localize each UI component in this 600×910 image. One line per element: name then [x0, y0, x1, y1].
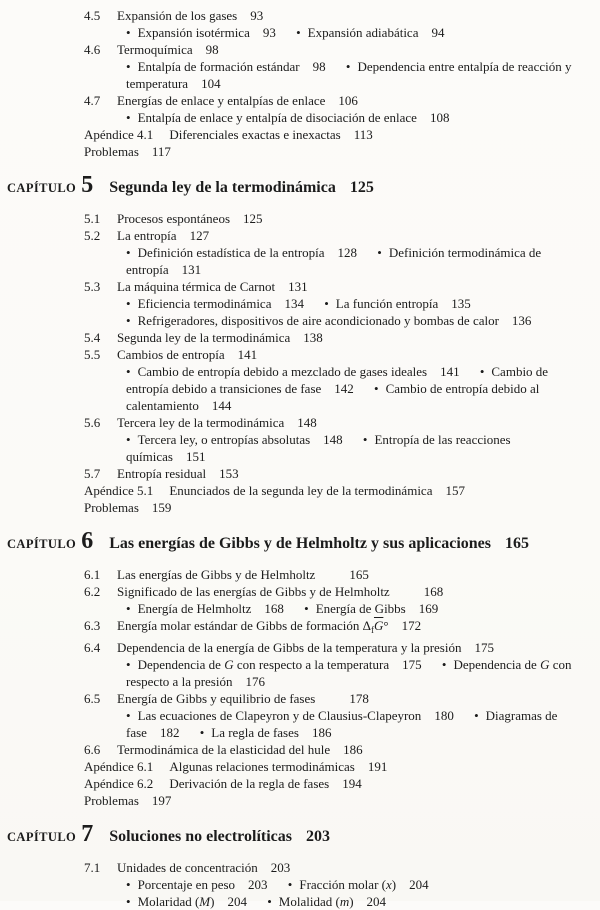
entry-number: 7.1 — [84, 860, 101, 875]
bullet-group — [126, 312, 578, 329]
text-run: Definición estadística de la entropía — [137, 245, 325, 260]
text-run: Δ — [362, 618, 371, 633]
text-run: ) — [210, 894, 215, 909]
text-run: Energía de Gibbs — [315, 601, 406, 616]
bullet-icon: • — [345, 59, 351, 74]
bullet-icon: • — [126, 245, 131, 260]
text-run: $\overline{G}$ — [373, 618, 384, 633]
entry-page-number: 168 — [423, 584, 444, 599]
chapter-heading — [0, 821, 600, 850]
text-run: La regla de fases — [211, 725, 299, 740]
text-run: Diagramas de fase — [126, 708, 558, 740]
bullet-page-number: 128 — [337, 245, 358, 260]
bullet-icon: • — [377, 245, 382, 260]
bullet-group — [126, 58, 578, 92]
bullet-page-number: 136 — [511, 313, 532, 328]
appendix-entry — [0, 126, 600, 143]
entry-page-number: 153 — [219, 466, 239, 481]
appendix-entry — [0, 775, 600, 792]
text-run: Fracción molar ( — [299, 877, 386, 892]
chapter-number: 5 — [81, 172, 94, 198]
bullet-item — [126, 708, 454, 723]
bullet-page-number: 168 — [264, 601, 284, 616]
text-run: con respecto a la temperatura — [233, 657, 390, 672]
chapter-title: Soluciones no electrolíticas — [109, 828, 292, 845]
appendix-label: Apéndice 6.1 — [84, 759, 154, 774]
bullet-group — [126, 893, 578, 910]
text-run: Definición termodinámica de entropía — [126, 245, 542, 277]
text-run: Termoquímica — [117, 42, 193, 57]
bullet-page-number: 186 — [311, 725, 332, 740]
bullet-page-number: 93 — [262, 25, 276, 40]
bullet-title — [138, 59, 300, 74]
entry-number: 6.4 — [84, 640, 101, 655]
entry-page-number: 186 — [343, 742, 363, 757]
bullet-title — [336, 296, 439, 311]
bullet-title — [138, 894, 215, 909]
text-run: ° — [383, 618, 389, 633]
chapter-title: Las energías de Gibbs y de Helmholtz y sus aplicaciones — [109, 535, 491, 552]
appendix-title: Algunas relaciones termodinámicas — [169, 759, 355, 774]
entry-number: 5.2 — [84, 228, 101, 243]
bullet-title — [308, 25, 419, 40]
entry-page-number: 178 — [349, 691, 369, 706]
bullet-item — [267, 894, 386, 909]
bullet-icon: • — [296, 25, 301, 40]
entry-title — [117, 211, 230, 226]
text-run: f — [370, 625, 374, 635]
text-run: Cambio de entropía debido a transiciones de fase — [126, 364, 549, 396]
problems-label: Problemas — [84, 144, 139, 159]
bullet-item — [324, 296, 471, 311]
text-run: Tercera ley, o entropías absolutas — [137, 432, 311, 447]
entry-title — [117, 584, 390, 599]
bullet-item — [126, 432, 343, 447]
entry-number: 5.1 — [84, 211, 101, 226]
bullet-icon: • — [441, 657, 447, 672]
bullet-page-number: 180 — [434, 708, 454, 723]
bullet-item — [126, 110, 449, 125]
chapter-heading — [0, 172, 600, 201]
bullet-icon: • — [374, 381, 379, 396]
bullet-group — [126, 109, 578, 126]
text-run: Entalpía de formación estándar — [137, 59, 300, 74]
bullet-title — [138, 877, 235, 892]
entry-title — [117, 347, 225, 362]
entry-title — [117, 466, 206, 481]
appendix-entry — [0, 758, 600, 775]
entry-number: 4.6 — [84, 42, 101, 57]
entry-page-number: 165 — [349, 567, 369, 582]
bullet-title — [138, 245, 325, 260]
bullet-group — [126, 295, 578, 312]
toc-entry — [0, 329, 600, 346]
bullet-item — [126, 245, 357, 260]
entry-title — [117, 691, 315, 706]
bullet-page-number: 175 — [402, 657, 422, 672]
chapter-page-number: 165 — [504, 535, 529, 552]
bullet-title — [299, 877, 396, 892]
entry-page-number: 113 — [353, 127, 373, 142]
problems-label: Problemas — [84, 793, 139, 808]
entry-number: 4.7 — [84, 93, 101, 108]
text-run: Dependencia entre entalpía de reacción y temperatura — [126, 59, 572, 91]
bullet-item — [126, 25, 276, 40]
entry-number: 6.5 — [84, 691, 101, 706]
entry-page-number: 106 — [338, 93, 358, 108]
bullet-page-number: 182 — [159, 725, 180, 740]
text-run: Unidades de concentración — [117, 860, 258, 875]
entry-page-number: 194 — [342, 776, 362, 791]
bullet-icon: • — [126, 313, 131, 328]
toc-entry — [0, 227, 600, 244]
entry-number: 6.2 — [84, 584, 101, 599]
text-run: Segunda ley de la termodinámica — [117, 330, 291, 345]
bullet-item — [304, 601, 438, 616]
entry-number: 5.5 — [84, 347, 101, 362]
text-run: Entalpía de enlace y entalpía de disociación de enlace — [137, 110, 417, 125]
bullet-icon: • — [126, 296, 131, 311]
problems-entry — [0, 792, 600, 809]
bullet-group — [126, 600, 578, 617]
bullet-icon: • — [126, 708, 131, 723]
bullet-icon: • — [126, 110, 131, 125]
appendix-title: Diferenciales exactas e inexactas — [169, 127, 341, 142]
text-run: Molalidad ( — [278, 894, 340, 909]
entry-title — [117, 415, 284, 430]
bullet-icon: • — [126, 364, 131, 379]
toc-entry — [0, 465, 600, 482]
text-run: ) — [391, 877, 397, 892]
bullet-item — [126, 601, 284, 616]
bullet-page-number: 108 — [429, 110, 450, 125]
bullet-icon: • — [126, 877, 131, 892]
text-run: Refrigeradores, dispositivos de aire acondicionado y bombas de calor — [137, 313, 499, 328]
bullet-page-number: 135 — [451, 296, 471, 311]
chapter-number: 6 — [81, 528, 94, 554]
text-run: M — [199, 894, 211, 909]
toc-entry — [0, 639, 600, 656]
entry-page-number: 125 — [243, 211, 263, 226]
entry-number: 5.6 — [84, 415, 101, 430]
entry-title — [117, 330, 290, 345]
bullet-icon: • — [126, 601, 131, 616]
text-run: Cambio de entropía debido a mezclado de gases ideales — [137, 364, 428, 379]
bullet-icon: • — [126, 657, 131, 672]
entry-number: 6.3 — [84, 618, 101, 633]
appendix-label: Apéndice 6.2 — [84, 776, 154, 791]
bullet-item — [200, 725, 332, 740]
entry-page-number: 127 — [189, 228, 210, 243]
toc-entry — [0, 210, 600, 227]
text-run: Tercera ley de la termodinámica — [117, 415, 285, 430]
chapter-label: CAPÍTULO — [7, 830, 77, 844]
toc-entry — [0, 741, 600, 758]
entry-page-number: 203 — [270, 860, 291, 875]
toc-entry — [0, 690, 600, 707]
bullet-page-number: 94 — [431, 25, 445, 40]
problems-entry — [0, 143, 600, 160]
bullet-page-number: 134 — [284, 296, 304, 311]
text-run: Dependencia de la energía de Gibbs de la temperatura y la presión — [117, 640, 462, 655]
text-run: Expansión de los gases — [117, 8, 238, 23]
entry-page-number: 159 — [151, 500, 172, 515]
text-run: Dependencia de — [137, 657, 225, 672]
bullet-page-number: 204 — [366, 894, 387, 909]
bullet-page-number: 204 — [227, 894, 247, 909]
toc-entry — [0, 859, 600, 876]
text-run: G — [540, 657, 550, 672]
text-run: Entropía de las reacciones químicas — [126, 432, 511, 464]
text-run: m — [339, 894, 350, 909]
entry-page-number: 138 — [303, 330, 323, 345]
text-run: Energía de Helmholtz — [137, 601, 252, 616]
bullet-group — [126, 707, 578, 741]
text-run: Energía de Gibbs y equilibrio de fases — [117, 691, 316, 706]
entry-page-number: 175 — [474, 640, 494, 655]
entry-title — [117, 279, 275, 294]
appendix-label: Apéndice 5.1 — [84, 483, 154, 498]
bullet-group — [126, 24, 578, 41]
appendix-title: Derivación de la regla de fases — [169, 776, 330, 791]
bullet-page-number: 131 — [181, 262, 202, 277]
entry-page-number: 148 — [297, 415, 317, 430]
entry-title — [117, 640, 461, 655]
toc-entry — [0, 414, 600, 431]
bullet-title — [138, 432, 311, 447]
toc-entry — [0, 583, 600, 600]
bullet-group — [126, 431, 578, 465]
appendix-label: Apéndice 4.1 — [84, 127, 154, 142]
text-run: Molaridad ( — [137, 894, 200, 909]
bullet-item — [126, 657, 422, 672]
bullet-page-number: 141 — [440, 364, 460, 379]
bullet-group — [126, 656, 578, 690]
bullet-page-number: 203 — [248, 877, 268, 892]
entry-page-number: 157 — [445, 483, 465, 498]
problems-label: Problemas — [84, 500, 139, 515]
text-run: La entropía — [117, 228, 177, 243]
chapter-page-number: 203 — [305, 828, 330, 845]
bullet-page-number: 142 — [334, 381, 354, 396]
entry-title — [117, 228, 177, 243]
text-run: Expansión adiabática — [307, 25, 419, 40]
text-run: Termodinámica de la elasticidad del hule — [117, 742, 331, 757]
toc-entry — [0, 617, 600, 639]
bullet-title — [279, 894, 354, 909]
entry-page-number: 197 — [151, 793, 172, 808]
bullet-item — [126, 364, 460, 379]
bullet-icon: • — [126, 25, 131, 40]
problems-entry — [0, 499, 600, 516]
entry-page-number: 131 — [288, 279, 308, 294]
text-run: Significado de las energías de Gibbs y de Helmholtz — [117, 584, 390, 599]
bullet-title — [138, 296, 272, 311]
text-run: x — [385, 877, 392, 892]
bullet-icon: • — [126, 432, 131, 447]
bullet-icon: • — [362, 432, 368, 447]
entry-page-number: 117 — [151, 144, 171, 159]
bullet-page-number: 176 — [245, 674, 265, 689]
bullet-item — [126, 313, 531, 328]
toc-entry — [0, 278, 600, 295]
entry-page-number: 191 — [367, 759, 388, 774]
chapter-title: Segunda ley de la termodinámica — [109, 179, 336, 196]
entry-title — [117, 8, 237, 23]
bullet-item — [126, 894, 247, 909]
bullet-group — [126, 876, 578, 893]
toc-entry — [0, 41, 600, 58]
chapter-label: CAPÍTULO — [7, 181, 77, 195]
text-run: Entropía residual — [117, 466, 207, 481]
bullet-icon: • — [304, 601, 309, 616]
bullet-page-number: 104 — [201, 76, 221, 91]
text-run: Eficiencia termodinámica — [137, 296, 272, 311]
bullet-item — [126, 296, 304, 311]
entry-number: 5.3 — [84, 279, 101, 294]
text-run: Energía molar estándar de Gibbs de formación — [117, 618, 363, 633]
bullet-group — [126, 363, 578, 414]
text-run: ) — [349, 894, 354, 909]
text-run: Cambios de entropía — [117, 347, 225, 362]
bullet-title — [138, 25, 250, 40]
entry-page-number: 98 — [205, 42, 219, 57]
entry-title — [117, 42, 193, 57]
appendix-title: Enunciados de la segunda ley de la termodinámica — [169, 483, 433, 498]
appendix-entry — [0, 482, 600, 499]
entry-number: 4.5 — [84, 8, 101, 23]
text-run: Cambio de entropía debido al calentamiento — [126, 381, 540, 413]
text-run: Procesos espontáneos — [117, 211, 231, 226]
bullet-title — [316, 601, 406, 616]
chapter-heading — [0, 528, 600, 557]
text-run: G — [224, 657, 234, 672]
entry-page-number: 141 — [237, 347, 258, 362]
entry-page-number: 172 — [401, 618, 422, 633]
text-run: Porcentaje en peso — [137, 877, 236, 892]
toc-entry — [0, 346, 600, 363]
bullet-icon: • — [479, 364, 485, 379]
entry-number: 5.4 — [84, 330, 101, 345]
bullet-icon: • — [199, 725, 205, 740]
bullet-page-number: 98 — [312, 59, 326, 74]
bullet-item — [126, 59, 326, 74]
bullet-title — [138, 657, 390, 672]
bullet-page-number: 148 — [323, 432, 343, 447]
text-run: con respecto a la presión — [126, 657, 572, 689]
entry-title — [117, 93, 325, 108]
bullet-title — [138, 364, 428, 379]
bullet-page-number: 151 — [185, 449, 206, 464]
bullet-page-number: 169 — [418, 601, 439, 616]
bullet-item — [296, 25, 444, 40]
bullet-icon: • — [126, 59, 131, 74]
text-run: Dependencia de — [453, 657, 541, 672]
toc-entry — [0, 92, 600, 109]
entry-number: 5.7 — [84, 466, 101, 481]
text-run: La máquina térmica de Carnot — [117, 279, 276, 294]
entry-number: 6.6 — [84, 742, 101, 757]
entry-title — [117, 742, 330, 757]
bullet-title — [138, 601, 252, 616]
bullet-icon: • — [474, 708, 479, 723]
bullet-title — [138, 708, 422, 723]
bullet-title — [138, 110, 417, 125]
chapter-number: 7 — [81, 821, 94, 847]
bullet-item — [126, 877, 268, 892]
bullet-title — [138, 313, 499, 328]
text-run: Las energías de Gibbs y de Helmholtz — [117, 567, 316, 582]
bullet-icon: • — [267, 894, 272, 909]
bullet-icon: • — [324, 296, 329, 311]
bullet-item — [288, 877, 429, 892]
text-run: Las ecuaciones de Clapeyron y de Clausius-Clapeyron — [137, 708, 422, 723]
bullet-group — [126, 244, 578, 278]
entry-title — [117, 618, 389, 633]
text-run: La función entropía — [335, 296, 439, 311]
bullet-icon: • — [126, 894, 131, 909]
text-run: Energías de enlace y entalpías de enlace — [117, 93, 326, 108]
toc-entry — [0, 566, 600, 583]
text-run: Expansión isotérmica — [137, 25, 250, 40]
entry-title — [117, 860, 258, 875]
chapter-label: CAPÍTULO — [7, 537, 77, 551]
entry-title — [117, 567, 315, 582]
bullet-icon: • — [287, 877, 293, 892]
entry-number: 6.1 — [84, 567, 101, 582]
entry-page-number: 93 — [250, 8, 264, 23]
bullet-title — [211, 725, 299, 740]
toc-entry — [0, 7, 600, 24]
chapter-page-number: 125 — [349, 179, 374, 196]
bullet-page-number: 144 — [211, 398, 232, 413]
bullet-page-number: 204 — [409, 877, 429, 892]
